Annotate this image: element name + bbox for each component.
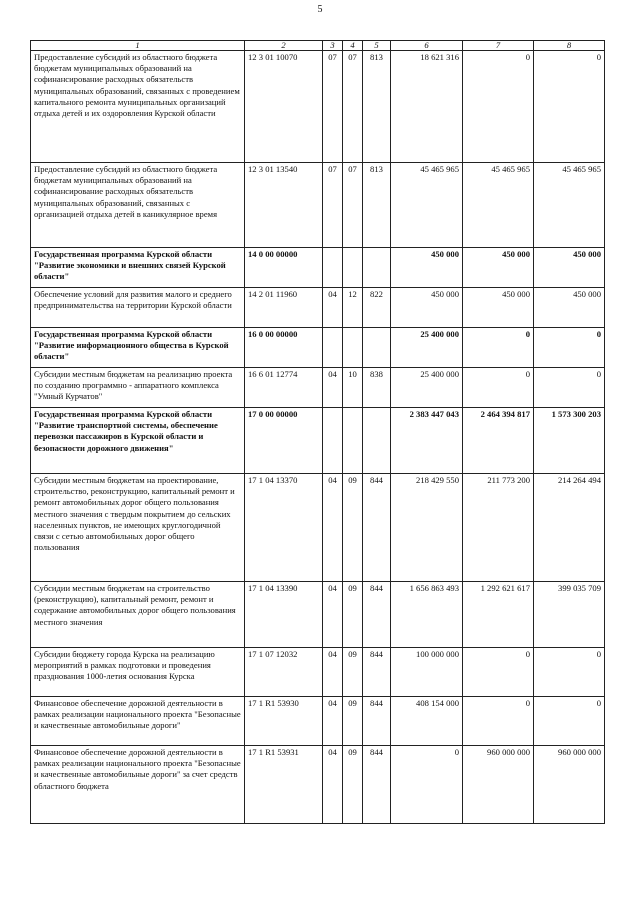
row-subsection: 09 [343, 697, 363, 746]
row-value-col8: 45 465 965 [534, 163, 605, 248]
row-code: 17 0 00 00000 [245, 408, 323, 474]
row-section: 04 [323, 697, 343, 746]
row-code: 17 1 R1 53930 [245, 697, 323, 746]
row-section: 04 [323, 368, 343, 408]
row-value-col6: 100 000 000 [391, 648, 463, 697]
row-value-col8: 399 035 709 [534, 582, 605, 648]
row-value-col7: 0 [463, 368, 534, 408]
row-code: 17 1 04 13370 [245, 474, 323, 582]
row-code: 16 6 01 12774 [245, 368, 323, 408]
row-vid [363, 248, 391, 288]
row-subsection [343, 408, 363, 474]
row-code: 12 3 01 13540 [245, 163, 323, 248]
row-value-col6: 25 400 000 [391, 368, 463, 408]
row-name: Субсидии местным бюджетам на реализацию проекта по созданию программно - аппаратного комплекса "Умный Курчатов" [31, 368, 245, 408]
row-code: 17 1 07 12032 [245, 648, 323, 697]
row-value-col7: 450 000 [463, 288, 534, 328]
row-value-col7: 450 000 [463, 248, 534, 288]
row-name: Предоставление субсидий из областного бюджета бюджетам муниципальных образований на софинансирование расходных обязательств муниципальных образований, связанных с организацией отдыха детей в каникулярное время [31, 163, 245, 248]
row-code: 12 3 01 10070 [245, 51, 323, 163]
row-name: Финансовое обеспечение дорожной деятельности в рамках реализации национального проекта "Безопасные и качественные автомобильные дороги" за счет средств областного бюджета [31, 746, 245, 824]
row-code: 17 1 04 13390 [245, 582, 323, 648]
row-value-col7: 45 465 965 [463, 163, 534, 248]
row-subsection: 09 [343, 746, 363, 824]
column-header-6: 6 [391, 41, 463, 51]
column-header-2: 2 [245, 41, 323, 51]
row-name: Субсидии местным бюджетам на проектирование, строительство, реконструкцию, капитальный ремонт и ремонт автомобильных дорог общего пользования местного значения с твердым покрытием до сельских населенных пунктов, не имеющих круглогодичной связи с сетью автомобильных дорог общего пользования [31, 474, 245, 582]
page-number: 5 [317, 4, 323, 15]
column-header-4: 4 [343, 41, 363, 51]
table-row [31, 163, 605, 248]
row-value-col8: 450 000 [534, 248, 605, 288]
row-subsection: 09 [343, 648, 363, 697]
row-subsection: 09 [343, 474, 363, 582]
table-row [31, 582, 605, 648]
row-value-col7: 0 [463, 697, 534, 746]
row-vid: 822 [363, 288, 391, 328]
row-name: Предоставление субсидий из областного бюджета бюджетам муниципальных образований на софинансирование расходных обязательств муниципальных образований, связанных с проведением капитального ремонта муниципальных организаций отдыха детей и их оздоровления Курской области [31, 51, 245, 163]
row-value-col7: 0 [463, 328, 534, 368]
table-row [31, 248, 605, 288]
table-body [31, 51, 605, 824]
row-value-col6: 25 400 000 [391, 328, 463, 368]
row-subsection: 07 [343, 51, 363, 163]
header-row [31, 41, 605, 51]
row-value-col6: 18 621 316 [391, 51, 463, 163]
row-name: Государственная программа Курской области "Развитие информационного общества в Курской области" [31, 328, 245, 368]
row-value-col7: 0 [463, 51, 534, 163]
table-row [31, 697, 605, 746]
table-row [31, 474, 605, 582]
row-vid: 844 [363, 746, 391, 824]
column-header-7: 7 [463, 41, 534, 51]
row-value-col6: 2 383 447 043 [391, 408, 463, 474]
row-subsection: 12 [343, 288, 363, 328]
budget-table [30, 40, 605, 824]
row-name: Субсидии местным бюджетам на строительство (реконструкцию), капитальный ремонт, ремонт и содержание автомобильных дорог общего пользования местного значения [31, 582, 245, 648]
row-value-col8: 0 [534, 648, 605, 697]
row-name: Государственная программа Курской области "Развитие транспортной системы, обеспечение перевозки пассажиров в Курской области и безопасности дорожного движения" [31, 408, 245, 474]
table-row [31, 328, 605, 368]
row-value-col8: 960 000 000 [534, 746, 605, 824]
row-section [323, 328, 343, 368]
row-value-col7: 1 292 621 617 [463, 582, 534, 648]
table-row [31, 746, 605, 824]
row-section: 04 [323, 746, 343, 824]
row-code: 17 1 R1 53931 [245, 746, 323, 824]
row-name: Государственная программа Курской области "Развитие экономики и внешних связей Курской области" [31, 248, 245, 288]
row-subsection: 09 [343, 582, 363, 648]
row-name: Субсидии бюджету города Курска на реализацию мероприятий в рамках подготовки и проведения празднования 1000-летия основания Курска [31, 648, 245, 697]
row-value-col8: 214 264 494 [534, 474, 605, 582]
row-value-col8: 0 [534, 328, 605, 368]
row-vid [363, 408, 391, 474]
row-vid [363, 328, 391, 368]
row-vid: 838 [363, 368, 391, 408]
column-header-8: 8 [534, 41, 605, 51]
column-header-3: 3 [323, 41, 343, 51]
table-row [31, 648, 605, 697]
row-value-col8: 0 [534, 368, 605, 408]
row-subsection [343, 328, 363, 368]
row-vid: 813 [363, 51, 391, 163]
table-row [31, 408, 605, 474]
row-vid: 813 [363, 163, 391, 248]
row-code: 14 0 00 00000 [245, 248, 323, 288]
row-value-col8: 0 [534, 51, 605, 163]
row-value-col6: 408 154 000 [391, 697, 463, 746]
row-subsection [343, 248, 363, 288]
row-section [323, 408, 343, 474]
row-section: 04 [323, 582, 343, 648]
row-value-col7: 2 464 394 817 [463, 408, 534, 474]
table-row [31, 51, 605, 163]
column-header-1: 1 [31, 41, 245, 51]
column-header-5: 5 [363, 41, 391, 51]
row-subsection: 10 [343, 368, 363, 408]
row-section: 07 [323, 163, 343, 248]
row-value-col6: 450 000 [391, 248, 463, 288]
row-vid: 844 [363, 697, 391, 746]
row-code: 14 2 01 11960 [245, 288, 323, 328]
row-name: Финансовое обеспечение дорожной деятельности в рамках реализации национального проекта "Безопасные и качественные автомобильные дороги" [31, 697, 245, 746]
row-section: 07 [323, 51, 343, 163]
row-name: Обеспечение условий для развития малого и среднего предпринимательства на территории Курской области [31, 288, 245, 328]
row-section: 04 [323, 288, 343, 328]
row-value-col8: 450 000 [534, 288, 605, 328]
row-code: 16 0 00 00000 [245, 328, 323, 368]
row-value-col7: 211 773 200 [463, 474, 534, 582]
row-section [323, 248, 343, 288]
row-value-col7: 0 [463, 648, 534, 697]
row-vid: 844 [363, 648, 391, 697]
row-subsection: 07 [343, 163, 363, 248]
table-row [31, 368, 605, 408]
row-value-col8: 1 573 300 203 [534, 408, 605, 474]
row-value-col6: 45 465 965 [391, 163, 463, 248]
row-value-col6: 450 000 [391, 288, 463, 328]
row-value-col6: 218 429 550 [391, 474, 463, 582]
row-section: 04 [323, 648, 343, 697]
row-value-col6: 0 [391, 746, 463, 824]
row-value-col6: 1 656 863 493 [391, 582, 463, 648]
row-value-col7: 960 000 000 [463, 746, 534, 824]
row-vid: 844 [363, 582, 391, 648]
row-vid: 844 [363, 474, 391, 582]
row-section: 04 [323, 474, 343, 582]
table-row [31, 288, 605, 328]
row-value-col8: 0 [534, 697, 605, 746]
